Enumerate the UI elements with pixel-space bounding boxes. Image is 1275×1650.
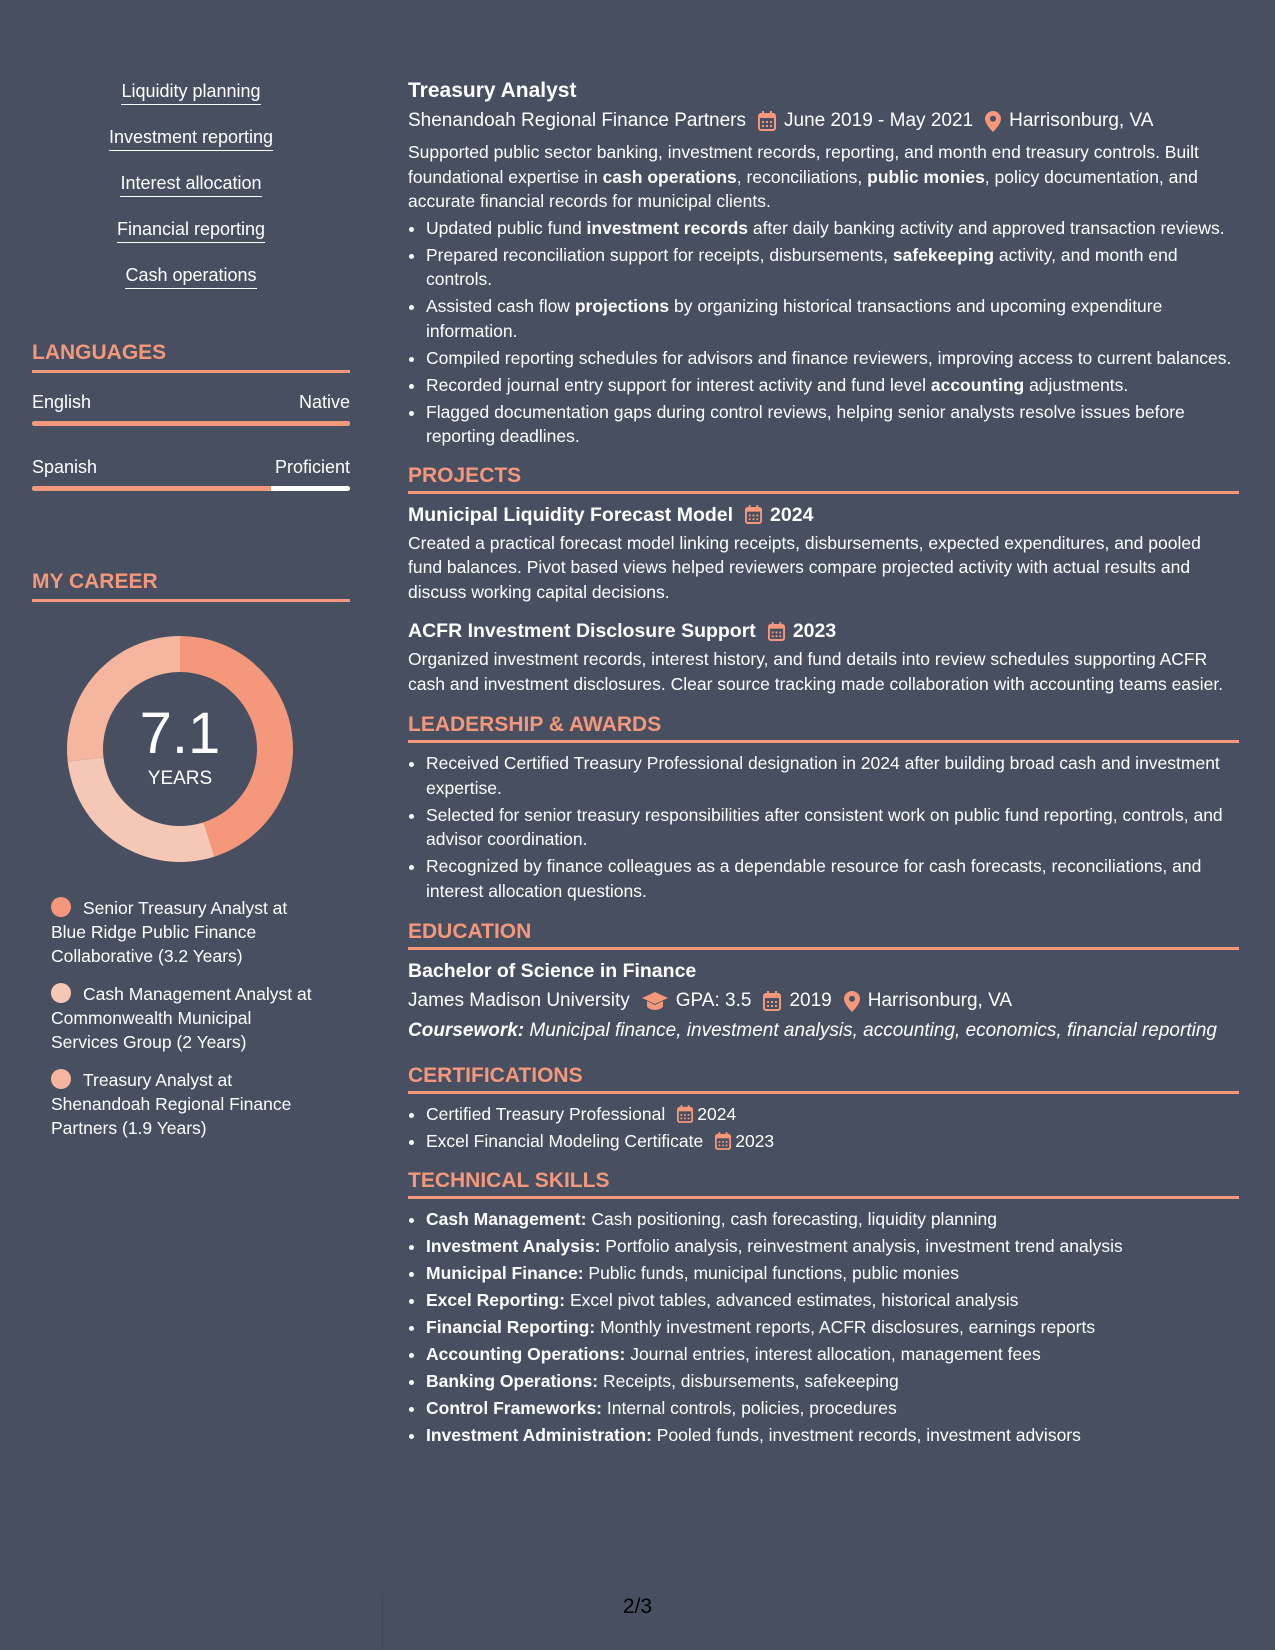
school-location: Harrisonburg, VA bbox=[867, 990, 1013, 1011]
technical-skill bbox=[426, 1234, 1239, 1259]
job-title: Treasury Analyst bbox=[408, 79, 577, 102]
career-donut bbox=[67, 636, 293, 862]
language-level: Proficient bbox=[274, 457, 350, 477]
language-bar-fill bbox=[32, 421, 350, 426]
skill-tag: Investment reporting bbox=[109, 126, 273, 151]
technical-skill bbox=[426, 1315, 1239, 1340]
coursework bbox=[408, 1019, 1239, 1043]
legend-dot bbox=[51, 1069, 71, 1089]
skill-text: Excel pivot tables, advanced estimates, historical analysis bbox=[569, 1289, 1019, 1310]
page-number: 2/3 bbox=[622, 1595, 653, 1618]
skill-text: Monthly investment reports, ACFR disclosures, earnings reports bbox=[600, 1316, 1096, 1337]
technical-skill bbox=[426, 1342, 1239, 1367]
technical-skill bbox=[426, 1288, 1239, 1313]
job-dates: June 2019 - May 2021 bbox=[784, 110, 974, 131]
skill-label: Cash Management: bbox=[426, 1208, 587, 1229]
coursework-label: Coursework: bbox=[408, 1020, 525, 1041]
education-meta bbox=[408, 988, 1239, 1014]
graduation-cap-icon bbox=[642, 992, 668, 1010]
certification-year: 2024 bbox=[697, 1104, 737, 1124]
career-heading: MY CAREER bbox=[32, 569, 350, 602]
map-pin-icon bbox=[844, 991, 860, 1012]
leadership-item: • Selected for senior treasury responsibilities after consistent work on public fund reporting, controls, and advisor coordination. bbox=[426, 803, 1239, 852]
skill-text: Public funds, municipal functions, public monies bbox=[588, 1262, 960, 1283]
technical-skill bbox=[426, 1396, 1239, 1421]
job-bullets bbox=[408, 216, 1239, 449]
skill-label: Financial Reporting: bbox=[426, 1316, 596, 1337]
job-bullet: • Compiled reporting schedules for advisors and finance reviewers, improving access to current balances. bbox=[426, 346, 1239, 371]
leadership-list bbox=[408, 751, 1239, 903]
career-unit: YEARS bbox=[147, 768, 213, 789]
project-entry bbox=[408, 618, 1239, 696]
legend-dot bbox=[51, 983, 71, 1003]
career-label: Cash Management Analyst at Commonwealth Municipal Services Group (2 Years) bbox=[51, 984, 312, 1052]
language-entry bbox=[32, 456, 350, 491]
skill-label: Investment Analysis: bbox=[426, 1235, 601, 1256]
career-total: 7.1 bbox=[139, 701, 221, 766]
certification-item bbox=[426, 1129, 1239, 1154]
leadership-heading: LEADERSHIP & AWARDS bbox=[408, 712, 1239, 743]
calendar-icon bbox=[758, 111, 776, 131]
certification-year: 2023 bbox=[735, 1131, 775, 1151]
certification-name: • Excel Financial Modeling Certificate bbox=[426, 1131, 704, 1151]
job-bullet: • Recorded journal entry support for interest activity and fund level accounting adjustments. bbox=[426, 373, 1239, 398]
gpa: GPA: 3.5 bbox=[675, 990, 752, 1011]
map-pin-icon bbox=[985, 111, 1001, 132]
certification-item bbox=[426, 1102, 1239, 1127]
skill-label: Excel Reporting: bbox=[426, 1289, 566, 1310]
language-name: Spanish bbox=[32, 457, 98, 477]
project-year: 2024 bbox=[770, 503, 814, 526]
skill-tag: Financial reporting bbox=[117, 218, 265, 243]
job-meta bbox=[408, 108, 1239, 134]
calendar-icon bbox=[745, 505, 762, 524]
career-label: Senior Treasury Analyst at Blue Ridge Public Finance Collaborative (3.2 Years) bbox=[51, 898, 288, 966]
skill-label: Accounting Operations: bbox=[426, 1343, 626, 1364]
career-legend bbox=[32, 896, 350, 1140]
certification-name: • Certified Treasury Professional bbox=[426, 1104, 666, 1124]
job-bullet: • Assisted cash flow projections by organizing historical transactions and upcoming expenditure information. bbox=[426, 294, 1239, 343]
skill-text: Pooled funds, investment records, investment advisors bbox=[656, 1424, 1081, 1445]
skill-label: Banking Operations: bbox=[426, 1370, 599, 1391]
language-bar bbox=[32, 486, 350, 491]
degree: Bachelor of Science in Finance bbox=[408, 960, 697, 982]
languages-heading: LANGUAGES bbox=[32, 340, 350, 373]
skill-tag: Liquidity planning bbox=[121, 80, 260, 105]
skill-tag: Cash operations bbox=[125, 264, 256, 289]
skill-tag: Interest allocation bbox=[120, 172, 261, 197]
language-bar bbox=[32, 421, 350, 426]
career-donut-chart bbox=[67, 636, 293, 862]
calendar-icon bbox=[763, 991, 781, 1011]
skill-label: Investment Administration: bbox=[426, 1424, 652, 1445]
job-location: Harrisonburg, VA bbox=[1009, 110, 1154, 131]
language-level: Native bbox=[298, 392, 350, 412]
skill-text: Journal entries, interest allocation, management fees bbox=[630, 1343, 1041, 1364]
legend-dot bbox=[51, 897, 71, 917]
calendar-icon bbox=[768, 622, 785, 641]
technical-skill bbox=[426, 1261, 1239, 1286]
company-name: Shenandoah Regional Finance Partners bbox=[408, 110, 747, 131]
technical-skill bbox=[426, 1207, 1239, 1232]
certifications-list bbox=[408, 1102, 1239, 1154]
coursework-text: Municipal finance, investment analysis, accounting, economics, financial reporting bbox=[529, 1020, 1217, 1041]
project-title: Municipal Liquidity Forecast Model bbox=[408, 503, 734, 526]
leadership-item: • Received Certified Treasury Professional designation in 2024 after building broad cash and investment expertise. bbox=[426, 751, 1239, 800]
career-legend-item bbox=[51, 982, 321, 1054]
project-year: 2023 bbox=[792, 620, 837, 642]
leadership-item: • Recognized by finance colleagues as a dependable resource for cash forecasts, reconciliations, and interest allocation questions. bbox=[426, 854, 1239, 903]
job-bullet: • Prepared reconciliation support for receipts, disbursements, safekeeping activity, and month end controls. bbox=[426, 243, 1239, 292]
projects-heading: PROJECTS bbox=[408, 463, 1239, 494]
project-title: ACFR Investment Disclosure Support bbox=[408, 620, 756, 642]
language-entry bbox=[32, 391, 350, 426]
language-name: English bbox=[32, 392, 92, 412]
calendar-icon bbox=[677, 1105, 693, 1123]
language-bar-fill bbox=[32, 486, 271, 491]
skill-text: Cash positioning, cash forecasting, liquidity planning bbox=[591, 1208, 997, 1229]
education-entry bbox=[408, 958, 1239, 1043]
project-entry bbox=[408, 502, 1239, 605]
sidebar bbox=[32, 80, 350, 1154]
job-bullet: • Flagged documentation gaps during control reviews, helping senior analysts resolve issues before reporting deadlines. bbox=[426, 400, 1239, 449]
education-heading: EDUCATION bbox=[408, 919, 1239, 950]
experience-entry bbox=[408, 78, 1239, 449]
job-summary: Supported public sector banking, investment records, reporting, and month end treasury controls. Built foundational expertise in cash operations, reconciliations, public monies, policy documentation, and accurate financial records for municipal clients. bbox=[408, 142, 1199, 211]
main-content bbox=[408, 78, 1239, 1450]
skill-label: Control Frameworks: bbox=[426, 1397, 602, 1418]
calendar-icon bbox=[715, 1132, 731, 1150]
skill-tags bbox=[32, 80, 350, 310]
technical-skill bbox=[426, 1423, 1239, 1448]
career-legend-item bbox=[51, 1068, 321, 1140]
job-bullet: • Updated public fund investment records after daily banking activity and approved transaction reviews. bbox=[426, 216, 1239, 241]
graduation-year: 2019 bbox=[789, 990, 832, 1011]
career-label: Treasury Analyst at Shenandoah Regional Finance Partners (1.9 Years) bbox=[51, 1070, 292, 1138]
skill-text: Receipts, disbursements, safekeeping bbox=[602, 1370, 899, 1391]
project-description: Created a practical forecast model linking receipts, disbursements, expected expenditures, and pooled fund balances. Pivot based views helped reviewers compare projected activity with actual results and discuss working capital decisions. bbox=[408, 532, 1201, 602]
technical-skills-heading: TECHNICAL SKILLS bbox=[408, 1168, 1239, 1199]
career-legend-item bbox=[51, 896, 321, 968]
school-name: James Madison University bbox=[408, 990, 630, 1011]
skill-text: Internal controls, policies, procedures bbox=[606, 1397, 897, 1418]
project-description: Organized investment records, interest history, and fund details into review schedules supporting ACFR cash and investment disclosures. Clear source tracking made collaboration with accounting teams easier. bbox=[408, 649, 1224, 694]
skill-label: Municipal Finance: bbox=[426, 1262, 584, 1283]
certifications-heading: CERTIFICATIONS bbox=[408, 1063, 1239, 1094]
technical-skills-list bbox=[408, 1207, 1239, 1448]
skill-text: Portfolio analysis, reinvestment analysis, investment trend analysis bbox=[605, 1235, 1123, 1256]
technical-skill bbox=[426, 1369, 1239, 1394]
